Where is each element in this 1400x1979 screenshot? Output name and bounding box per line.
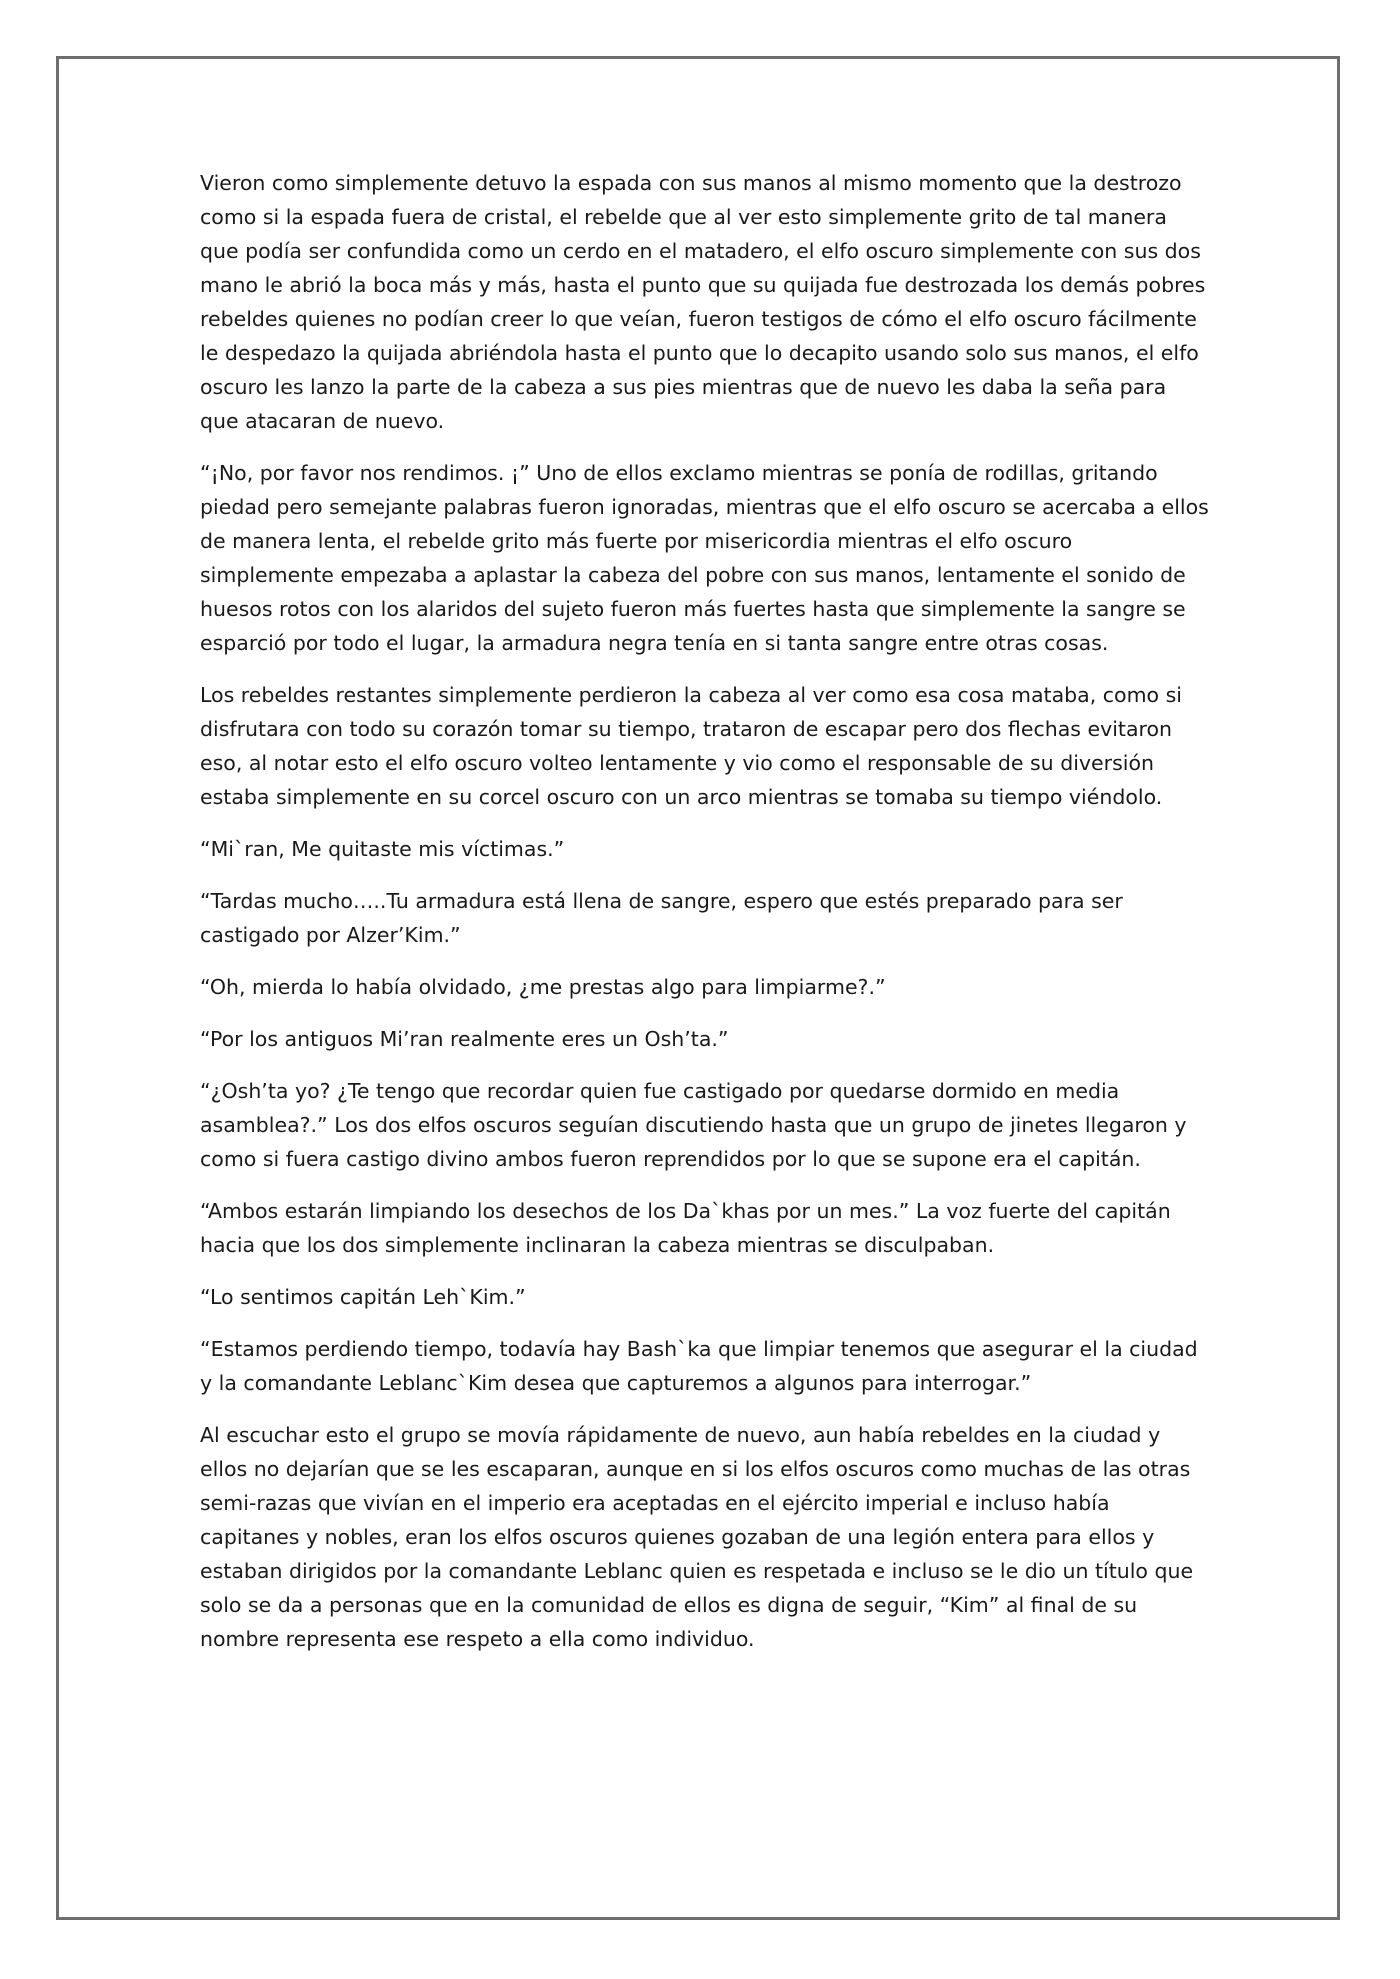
- document-body: [200, 166, 1210, 1674]
- dialogue-line: “Oh, mierda lo había olvidado, ¿me prestas algo para limpiarme?.”: [200, 975, 886, 999]
- paragraph: “Ambos estarán limpiando los desechos de los Da`khas por un mes.” La voz fuerte del capitán hacia que los dos simplemente inclinaran la cabeza mientras se disculpaban.: [200, 1199, 1171, 1257]
- dialogue-line: “Lo sentimos capitán Leh`Kim.”: [200, 1285, 526, 1309]
- paragraph: “¿Osh’ta yo? ¿Te tengo que recordar quien fue castigado por quedarse dormido en media asamblea?.” Los dos elfos oscuros seguían discutiendo hasta que un grupo de jinetes llegaron y como si fuera castigo divino ambos fueron reprendidos por lo que se supone era el capitán.: [200, 1079, 1187, 1171]
- paragraph: Vieron como simplemente detuvo la espada con sus manos al mismo momento que la destrozo como si la espada fuera de cristal, el rebelde que al ver esto simplemente grito de tal manera que podía ser confundida como un cerdo en el matadero, el elfo oscuro simplemente con sus dos mano le abrió la boca más y más, hasta el punto que su quijada fue destrozada los demás pobres rebeldes quienes no podían creer lo que veían, fueron testigos de cómo el elfo oscuro fácilmente le despedazo la quijada abriéndola hasta el punto que lo decapito usando solo sus manos, el elfo oscuro les lanzo la parte de la cabeza a sus pies mientras que de nuevo les daba la seña para que atacaran de nuevo.: [200, 171, 1206, 433]
- dialogue-line: “Mi`ran, Me quitaste mis víctimas.”: [200, 837, 565, 861]
- dialogue-line: “Estamos perdiendo tiempo, todavía hay Bash`ka que limpiar tenemos que asegurar el la ciudad y la comandante Leblanc`Kim desea que capturemos a algunos para interrogar.”: [200, 1337, 1198, 1395]
- dialogue-line: “Tardas mucho…..Tu armadura está llena de sangre, espero que estés preparado para ser castigado por Alzer’Kim.”: [200, 889, 1123, 947]
- paragraph: Los rebeldes restantes simplemente perdieron la cabeza al ver como esa cosa mataba, como si disfrutara con todo su corazón tomar su tiempo, trataron de escapar pero dos flechas evitaron eso, al notar esto el elfo oscuro volteo lentamente y vio como el responsable de su diversión estaba simplemente en su corcel oscuro con un arco mientras se tomaba su tiempo viéndolo.: [200, 683, 1182, 809]
- paragraph: “¡No, por favor nos rendimos. ¡” Uno de ellos exclamo mientras se ponía de rodillas, gritando piedad pero semejante palabras fueron ignoradas, mientras que el elfo oscuro se acercaba a ellos de manera lenta, el rebelde grito más fuerte por misericordia mientras el elfo oscuro simplemente empezaba a aplastar la cabeza del pobre con sus manos, lentamente el sonido de huesos rotos con los alaridos del sujeto fueron más fuertes hasta que simplemente la sangre se esparció por todo el lugar, la armadura negra tenía en si tanta sangre entre otras cosas.: [200, 461, 1209, 655]
- dialogue-line: “Por los antiguos Mi’ran realmente eres un Osh’ta.”: [200, 1027, 729, 1051]
- paragraph: Al escuchar esto el grupo se movía rápidamente de nuevo, aun había rebeldes en la ciudad y ellos no dejarían que se les escaparan, aunque en si los elfos oscuros como muchas de las otras semi-razas que vivían en el imperio era aceptadas en el ejército imperial e incluso había capitanes y nobles, eran los elfos oscuros quienes gozaban de una legión entera para ellos y estaban dirigidos por la comandante Leblanc quien es respetada e incluso se le dio un título que solo se da a personas que en la comunidad de ellos es digna de seguir, “Kim” al final de su nombre representa ese respeto a ella como individuo.: [200, 1423, 1194, 1651]
